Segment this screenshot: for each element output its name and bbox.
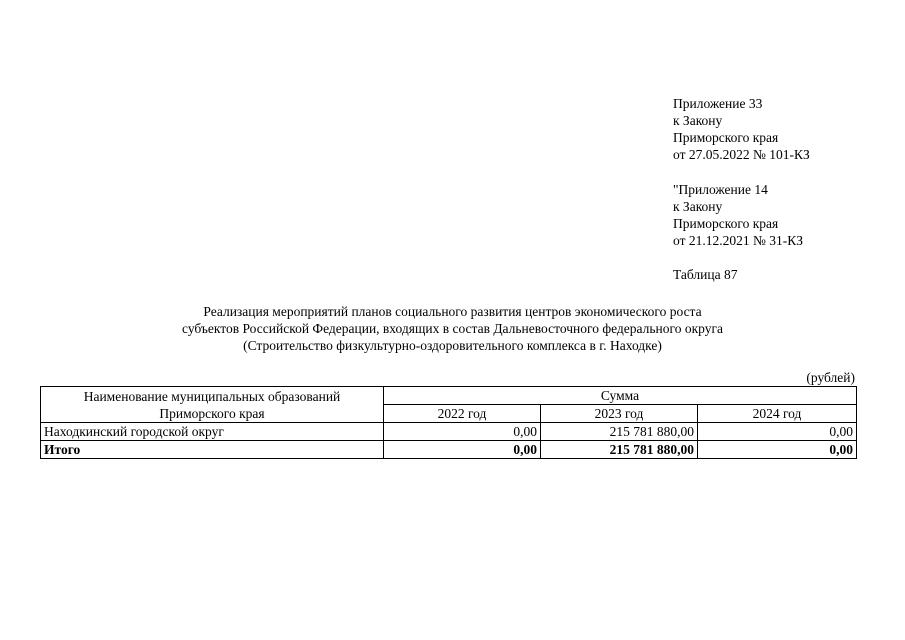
total-label: Итого	[41, 441, 384, 459]
table-number: Таблица 87	[673, 267, 738, 282]
document-title	[40, 303, 865, 354]
total-value-2024: 0,00	[698, 441, 857, 459]
appendix-14-line-2: к Закону	[673, 199, 723, 214]
total-value-2023: 215 781 880,00	[541, 441, 698, 459]
appendix-14-line-1: "Приложение 14	[673, 182, 768, 197]
table-row	[41, 423, 857, 441]
header-municipality	[41, 387, 384, 423]
appendix-33-line-1: Приложение 33	[673, 96, 763, 111]
header-sum: Сумма	[384, 387, 857, 405]
header-year-2024: 2024 год	[698, 405, 857, 423]
row-value-2023: 215 781 880,00	[541, 423, 698, 441]
row-municipality-name: Находкинский городской округ	[41, 423, 384, 441]
row-value-2022: 0,00	[384, 423, 541, 441]
document-title-line-1: Реализация мероприятий планов социального развития центров экономического роста	[203, 304, 702, 319]
units-label: (рублей)	[806, 370, 855, 385]
table-header-row	[41, 387, 857, 405]
header-year-2023: 2023 год	[541, 405, 698, 423]
header-municipality-line-2: Приморского края	[159, 405, 265, 421]
appendix-33-line-3: Приморского края	[673, 130, 779, 145]
header-municipality-line-1: Наименование муниципальных образований	[83, 388, 341, 404]
funding-table	[40, 386, 857, 459]
row-value-2024: 0,00	[698, 423, 857, 441]
document-title-line-2: субъектов Российской Федерации, входящих в состав Дальневосточного федерального округа	[182, 321, 723, 336]
header-year-2022: 2022 год	[384, 405, 541, 423]
document-title-line-3: (Строительство физкультурно-оздоровительного комплекса в г. Находке)	[243, 338, 662, 353]
appendix-14-line-3: Приморского края	[673, 216, 779, 231]
appendix-14-block	[673, 181, 803, 249]
appendix-33-line-4: от 27.05.2022 № 101-КЗ	[673, 147, 810, 162]
appendix-33-block	[673, 95, 810, 163]
appendix-33-line-2: к Закону	[673, 113, 723, 128]
appendix-14-line-4: от 21.12.2021 № 31-КЗ	[673, 233, 803, 248]
total-value-2022: 0,00	[384, 441, 541, 459]
table-total-row	[41, 441, 857, 459]
